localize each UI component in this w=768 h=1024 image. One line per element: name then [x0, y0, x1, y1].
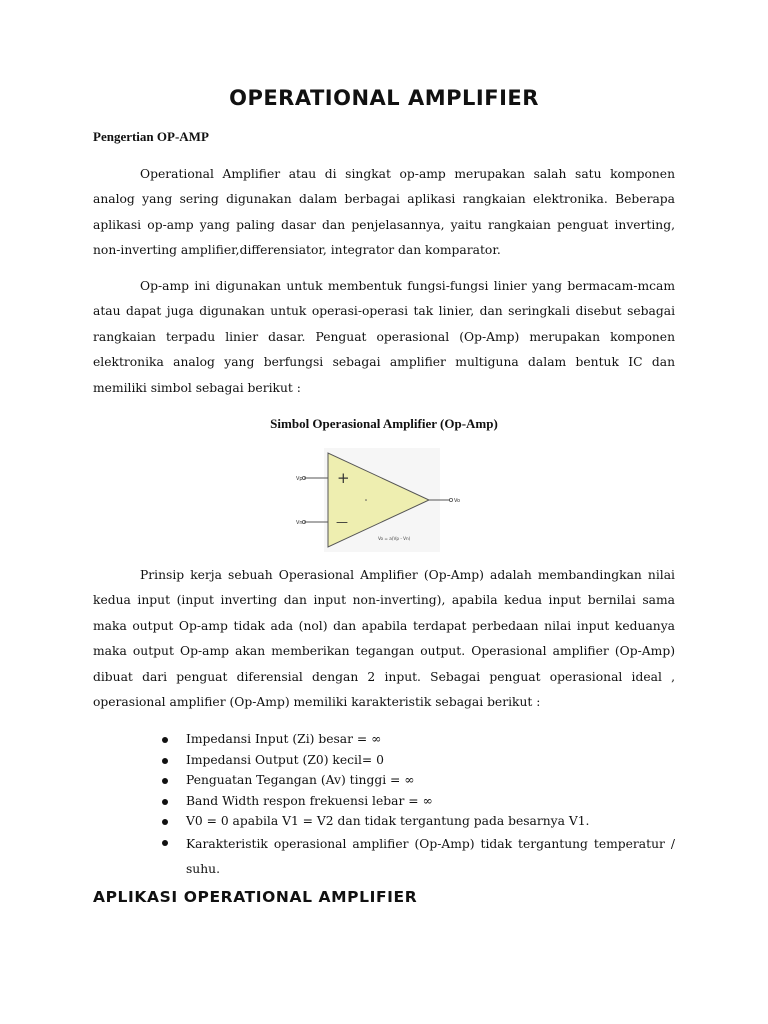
- paragraph-intro: Operational Amplifier atau di singkat op-amp merupakan salah satu komponen analog yang sering digunakan dalam berbagai aplikasi rangkaian elektronika. Beberapa aplikasi op-amp yang paling dasar dan penjelasannya, yaitu rangkaian penguat inverting, non-inverting amplifier,differensiator, integrator dan komparator.: [93, 167, 675, 258]
- list-item: Impedansi Input (Zi) besar = ∞: [160, 729, 675, 750]
- document-title: OPERATIONAL AMPLIFIER: [229, 86, 539, 110]
- minus-sign: —: [336, 515, 348, 529]
- list-item: Impedansi Output (Z0) kecil= 0: [160, 750, 675, 771]
- bullet-icon: [162, 758, 168, 764]
- section-heading-pengertian: Pengertian OP-AMP: [93, 129, 209, 144]
- input-top-label: Vp: [296, 476, 303, 482]
- op-amp-symbol-figure: [290, 448, 468, 552]
- input-bottom-label: Vn: [296, 520, 303, 526]
- characteristics-list: [160, 729, 675, 882]
- list-item: Penguatan Tegangan (Av) tinggi = ∞: [160, 770, 675, 791]
- figure-caption: Simbol Operasional Amplifier (Op-Amp): [270, 416, 498, 431]
- op-amp-formula: Vo = a(Vp - Vn): [378, 536, 411, 541]
- section-heading-aplikasi: APLIKASI OPERATIONAL AMPLIFIER: [93, 888, 418, 906]
- plus-sign: +: [337, 469, 350, 487]
- bullet-icon: [162, 778, 168, 784]
- list-item: V0 = 0 apabila V1 = V2 dan tidak tergantung pada besarnya V1.: [160, 811, 675, 832]
- paragraph-working-principle: Prinsip kerja sebuah Operasional Amplifier (Op-Amp) adalah membandingkan nilai kedua input (input inverting dan input non-inverting), apabila kedua input bernilai sama maka output Op-amp tidak ada (nol) dan apabila terdapat perbedaan nilai input keduanya maka output Op-amp akan memberikan tegangan output. Operasional amplifier (Op-Amp) dibuat dari penguat diferensial dengan 2 input. Sebagai penguat operasional ideal , operasional amplifier (Op-Amp) memiliki karakteristik sebagai berikut :: [93, 568, 675, 710]
- output-label: Vo: [454, 498, 461, 504]
- bullet-icon: [162, 737, 168, 743]
- list-item: Band Width respon frekuensi lebar = ∞: [160, 791, 675, 812]
- paragraph-linear-functions: Op-amp ini digunakan untuk membentuk fungsi-fungsi linier yang bermacam-mcam atau dapat juga digunakan untuk operasi-operasi tak linier, dan seringkali disebut sebagai rangkaian terpadu linier dasar. Penguat operasional (Op-Amp) merupakan komponen elektronika analog yang berfungsi sebagai amplifier multiguna dalam bentuk IC dan memiliki simbol sebagai berikut :: [93, 279, 675, 395]
- bullet-icon: [162, 799, 168, 805]
- bullet-icon: [162, 840, 168, 846]
- bullet-icon: [162, 819, 168, 825]
- op-amp-symbol-diagram: [290, 448, 468, 552]
- list-item: Karakteristik operasional amplifier (Op-Amp) tidak tergantung temperatur / suhu.: [160, 832, 675, 882]
